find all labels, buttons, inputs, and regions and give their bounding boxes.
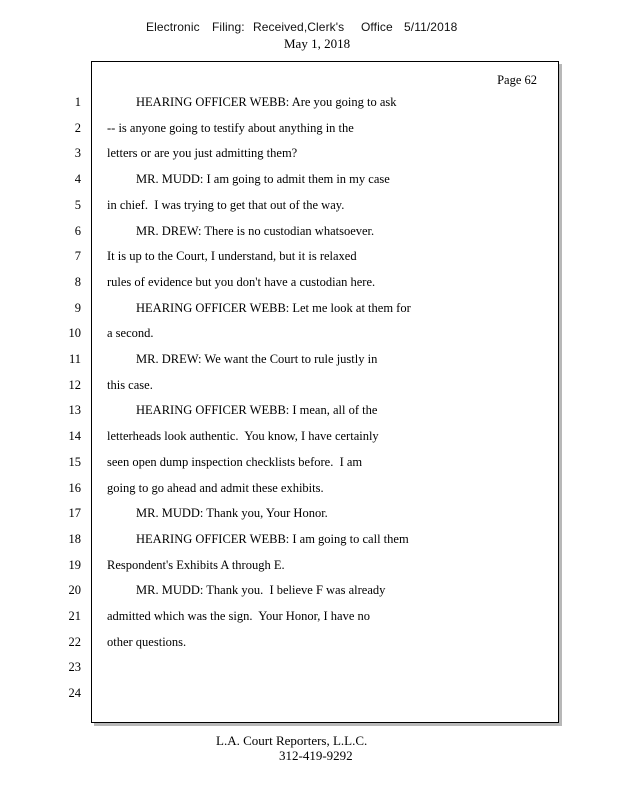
filing-stamp-office: Office [361, 20, 393, 34]
transcript-line: MR. DREW: There is no custodian whatsoever. [136, 223, 375, 238]
filing-stamp-date: 5/11/2018 [404, 20, 458, 34]
line-number: 8 [74, 274, 81, 289]
transcript-line: MR. MUDD: I am going to admit them in my case [136, 172, 390, 187]
transcript-line: HEARING OFFICER WEBB: Are you going to ask [136, 95, 397, 109]
transcript-line: this case. [107, 377, 153, 392]
transcript-page [68, 61, 559, 723]
transcript-line: MR. MUDD: Thank you. I believe F was already [136, 583, 386, 598]
line-number: 14 [68, 429, 81, 444]
transcript-line: going to go ahead and admit these exhibits. [107, 480, 324, 495]
line-number: 20 [68, 583, 81, 598]
transcript-line: letterheads look authentic. You know, I have certainly [107, 429, 379, 444]
filing-stamp-electronic: Electronic [146, 20, 200, 34]
transcript-line: Respondent's Exhibits A through E. [107, 557, 285, 572]
transcript-line: -- is anyone going to testify about anything in the [107, 120, 354, 135]
transcript-line: a second. [107, 326, 154, 341]
footer-company: L.A. Court Reporters, L.L.C. [216, 733, 368, 748]
transcript-line: HEARING OFFICER WEBB: I mean, all of the [136, 403, 378, 418]
transcript-line: seen open dump inspection checklists before. I am [107, 454, 363, 469]
transcript-line: in chief. I was trying to get that out of the way. [107, 197, 345, 212]
transcript-line: letters or are you just admitting them? [107, 146, 298, 161]
line-number: 23 [68, 660, 81, 675]
line-number: 13 [68, 403, 81, 418]
line-number: 6 [74, 223, 81, 238]
line-number: 10 [68, 326, 81, 341]
line-number: 7 [74, 249, 81, 264]
line-number: 15 [68, 454, 81, 469]
line-number: 4 [74, 172, 81, 187]
filing-stamp-received: Received,Clerk's [253, 20, 345, 34]
line-number: 2 [74, 120, 81, 135]
line-number: 16 [68, 480, 81, 495]
transcript-line: MR. MUDD: Thank you, Your Honor. [136, 506, 328, 521]
line-number: 19 [68, 557, 81, 572]
transcript-line: HEARING OFFICER WEBB: I am going to call them [136, 531, 409, 546]
transcript-line: MR. DREW: We want the Court to rule justly in [136, 352, 378, 366]
line-number: 21 [68, 609, 81, 623]
line-number: 17 [68, 506, 81, 521]
filing-stamp-filing: Filing: [212, 20, 245, 34]
transcript-line: HEARING OFFICER WEBB: Let me look at them for [136, 300, 411, 315]
line-number: 3 [74, 146, 81, 161]
page-number: Page 62 [497, 73, 537, 87]
transcript-line: admitted which was the sign. Your Honor, I have no [107, 609, 371, 623]
line-number: 24 [68, 686, 81, 701]
transcript-line: other questions. [107, 634, 187, 649]
line-number: 12 [68, 377, 81, 392]
line-number: 5 [74, 197, 81, 212]
footer-phone: 312-419-9292 [279, 748, 353, 763]
line-number: 1 [74, 95, 81, 109]
line-number: 22 [68, 634, 81, 649]
hearing-date: May 1, 2018 [284, 36, 351, 51]
line-number: 18 [68, 531, 81, 546]
transcript-line: It is up to the Court, I understand, but it is relaxed [107, 249, 357, 264]
line-number: 11 [68, 352, 81, 366]
transcript-line: rules of evidence but you don't have a custodian here. [107, 274, 376, 289]
line-number: 9 [74, 300, 81, 315]
